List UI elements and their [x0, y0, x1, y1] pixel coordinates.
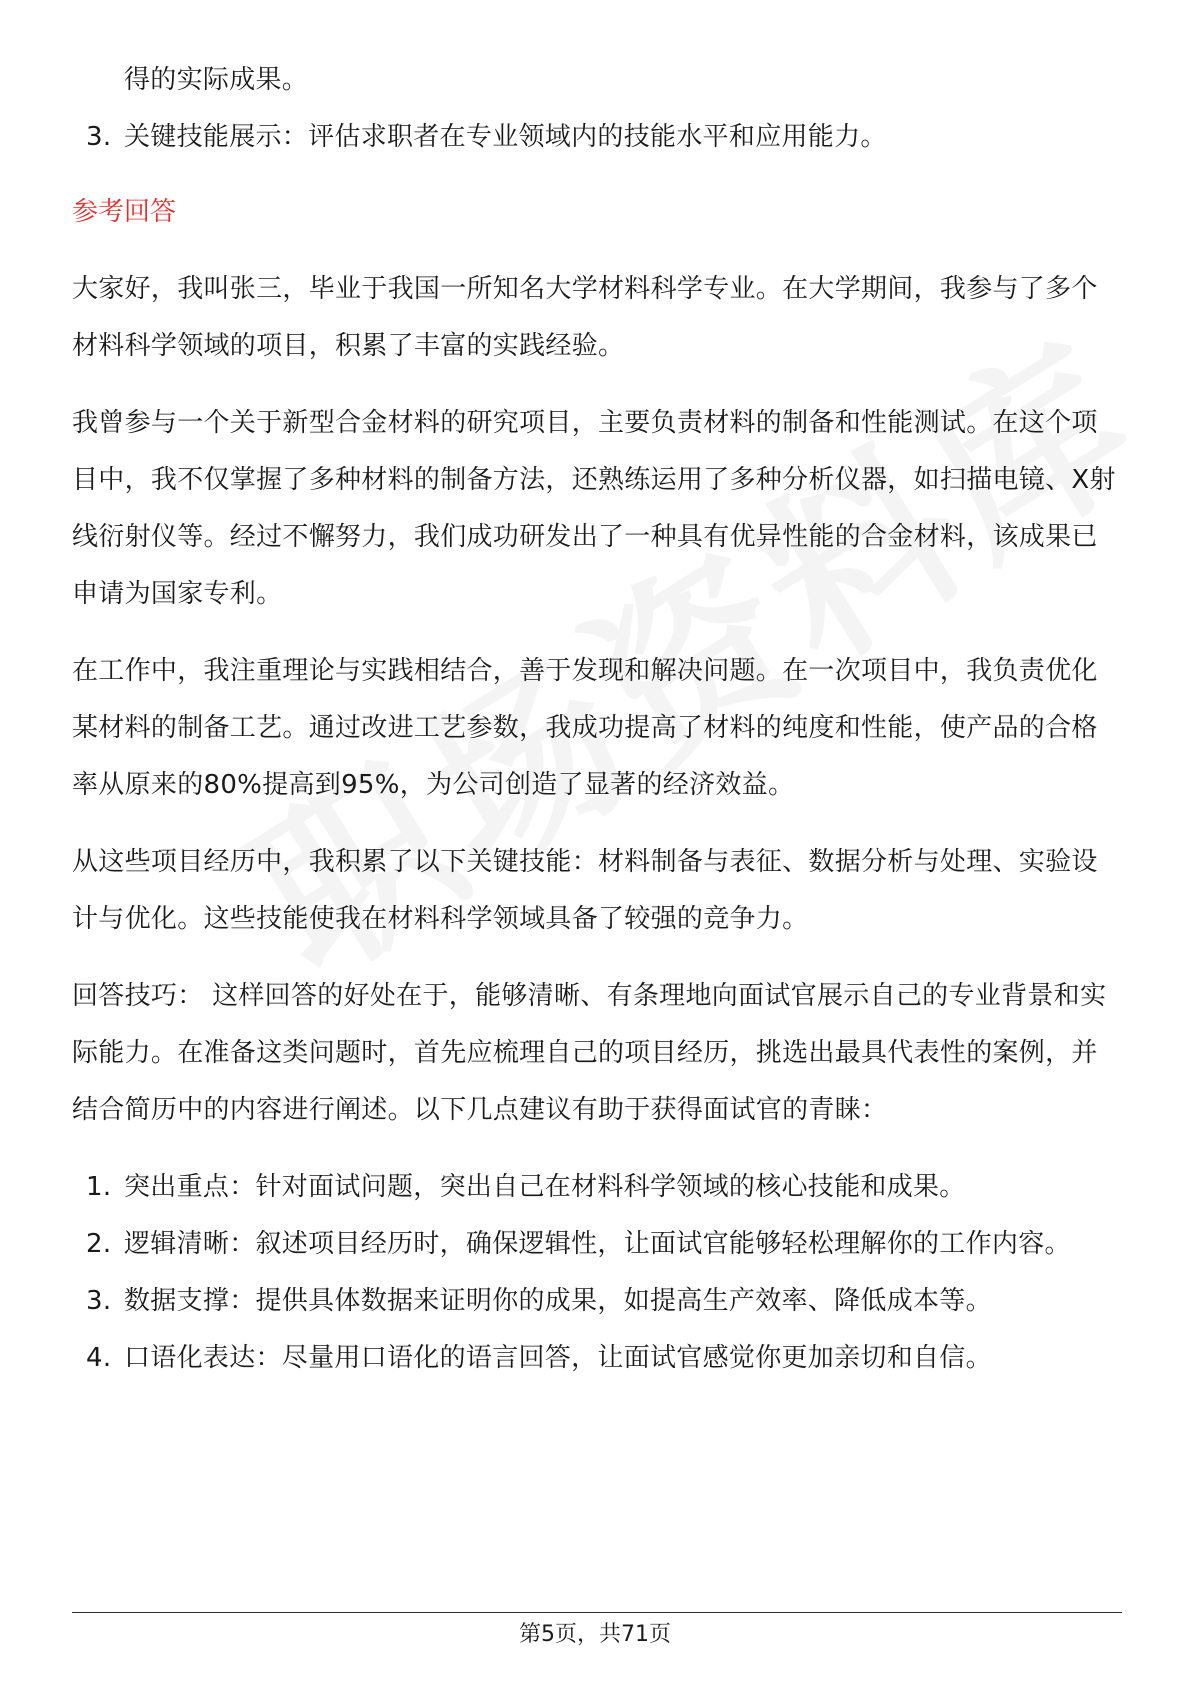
tips-paragraph: 回答技巧： 这样回答的好处在于，能够清晰、有条理地向面试官展示自己的专业背景和实际能力。在准备这类问题时，首先应梳理自己的项目经历，挑选出最具代表性的案例，并结合简历中的内容进行阐述。以下几点建议有助于获得面试官的青睐： [72, 981, 1107, 1125]
list-number: 3. [86, 122, 112, 152]
tip-item [72, 1273, 1122, 1330]
paragraph: 在工作中，我注重理论与实践相结合，善于发现和解决问题。在一次项目中，我负责优化某材料的制备工艺。通过改进工艺参数，我成功提高了材料的纯度和性能，使产品的合格率从原来的80%提高到95%，为公司创造了显著的经济效益。 [72, 656, 1098, 800]
tip-item [72, 1330, 1122, 1387]
list-item-text: 关键技能展示：评估求职者在专业领域内的技能水平和应用能力。 [124, 122, 887, 152]
list-number: 2. [86, 1229, 112, 1259]
paragraph: 大家好，我叫张三，毕业于我国一所知名大学材料科学专业。在大学期间，我参与了多个材料科学领域的项目，积累了丰富的实践经验。 [72, 274, 1098, 361]
tip-item [72, 1216, 1122, 1273]
tip-text: 数据支撑：提供具体数据来证明你的成果，如提高生产效率、降低成本等。 [124, 1286, 992, 1316]
tip-text: 突出重点：针对面试问题，突出自己在材料科学领域的核心技能和成果。 [124, 1172, 966, 1202]
tip-text: 逻辑清晰：叙述项目经历时，确保逻辑性，让面试官能够轻松理解你的工作内容。 [124, 1229, 1071, 1259]
page-content [72, 52, 1122, 1387]
paragraph: 我曾参与一个关于新型合金材料的研究项目，主要负责材料的制备和性能测试。在这个项目中，我不仅掌握了多种材料的制备方法，还熟练运用了多种分析仪器，如扫描电镜、X射线衍射仪等。经过不懈努力，我们成功研发出了一种具有优异性能的合金材料，该成果已申请为国家专利。 [72, 408, 1116, 609]
list-number: 3. [86, 1286, 112, 1316]
page-number: 第5页，共71页 [519, 1622, 671, 1647]
tip-item [72, 1159, 1122, 1216]
paragraph: 从这些项目经历中，我积累了以下关键技能：材料制备与表征、数据分析与处理、实验设计与优化。这些技能使我在材料科学领域具备了较强的竞争力。 [72, 847, 1098, 934]
list-item [72, 109, 1122, 166]
list-number: 4. [86, 1343, 112, 1373]
section-title: 参考回答 [72, 197, 177, 227]
tip-text: 口语化表达：尽量用口语化的语言回答，让面试官感觉你更加亲切和自信。 [124, 1343, 992, 1373]
list-item-continuation: 得的实际成果。 [124, 65, 309, 95]
list-number: 1. [86, 1172, 112, 1202]
footer-divider [72, 1612, 1122, 1613]
